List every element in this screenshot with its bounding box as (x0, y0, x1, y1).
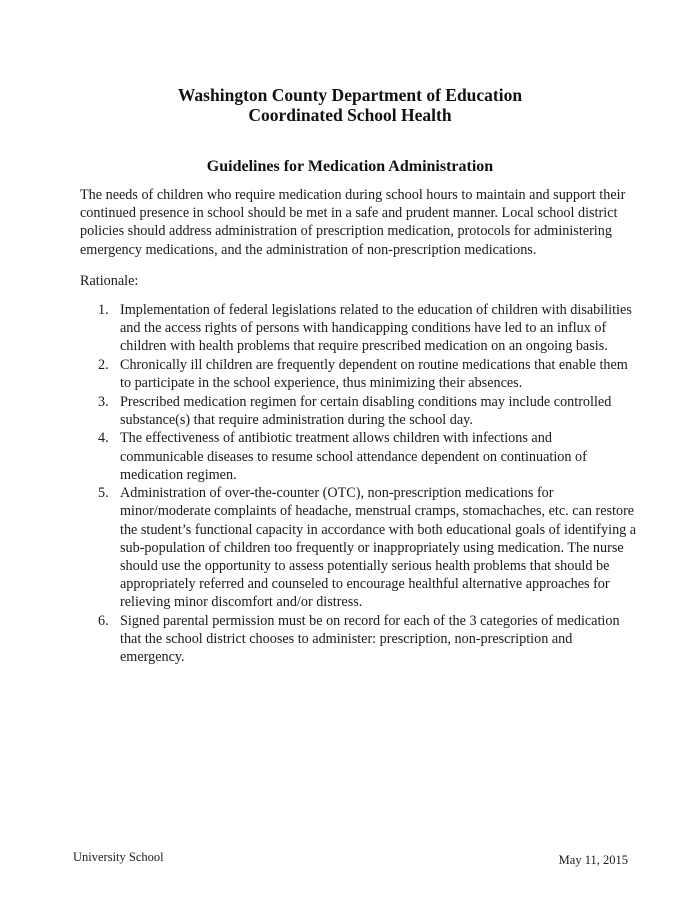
document-title-line2: Coordinated School Health (248, 105, 452, 125)
item-number: 3. (98, 393, 109, 410)
footer-date: May 11, 2015 (558, 853, 628, 867)
item-text: The effectiveness of antibiotic treatment allows children with infections and communicable diseases to resume school attendance dependent on continuation of medication regimen. (120, 430, 587, 483)
item-number: 1. (98, 302, 109, 318)
item-text: Signed parental permission must be on record for each of the 3 categories of medication that the school district chooses to administer: prescription, non-prescription and emergency. (120, 612, 620, 666)
rationale-item (98, 429, 638, 484)
item-text: Administration of over-the-counter (OTC), non-prescription medications for minor/moderate complaints of headache, menstrual cramps, stomachaches, etc. can restore the student’s functional capacity in accordance with both educational goals of identifying a sub-population of children too frequently or inappropriately using medication. The nurse should use the opportunity to assess potentially serious health problems that should be appropriately referred and counseled to encourage healthful alternative approaches for relieving minor discomfort and/or distress. (120, 485, 637, 611)
intro-paragraph: The needs of children who require medication during school hours to maintain and support their continued presence in school should be met in a safe and prudent manner. Local school district policies should address administration of prescription medication, protocols for administering emergency medications, and the administration of non-prescription medications. (80, 187, 626, 258)
item-text: Implementation of federal legislations related to the education of children with disabilities and the access rights of persons with handicapping conditions have led to an influx of children with health problems that require prescribed medication on an ongoing basis. (120, 302, 632, 355)
rationale-label: Rationale: (80, 273, 139, 289)
rationale-item (98, 393, 638, 429)
footer-school-name: University School (73, 850, 164, 864)
rationale-item (98, 612, 638, 667)
rationale-item (98, 301, 638, 356)
item-text: Chronically ill children are frequently dependent on routine medications that enable them to participate in the school experience, thus minimizing their absences. (120, 356, 628, 392)
item-number: 5. (98, 485, 109, 502)
item-number: 6. (98, 612, 109, 629)
item-text: Prescribed medication regimen for certain disabling conditions may include controlled substance(s) that require administration during the school day. (120, 393, 612, 428)
rationale-list (98, 301, 638, 667)
item-number: 2. (98, 356, 109, 373)
rationale-item (98, 484, 638, 611)
item-number: 4. (98, 430, 109, 447)
rationale-item (98, 356, 638, 392)
document-subtitle: Guidelines for Medication Administration (206, 158, 494, 175)
document-title-line1: Washington County Department of Education (177, 85, 523, 105)
